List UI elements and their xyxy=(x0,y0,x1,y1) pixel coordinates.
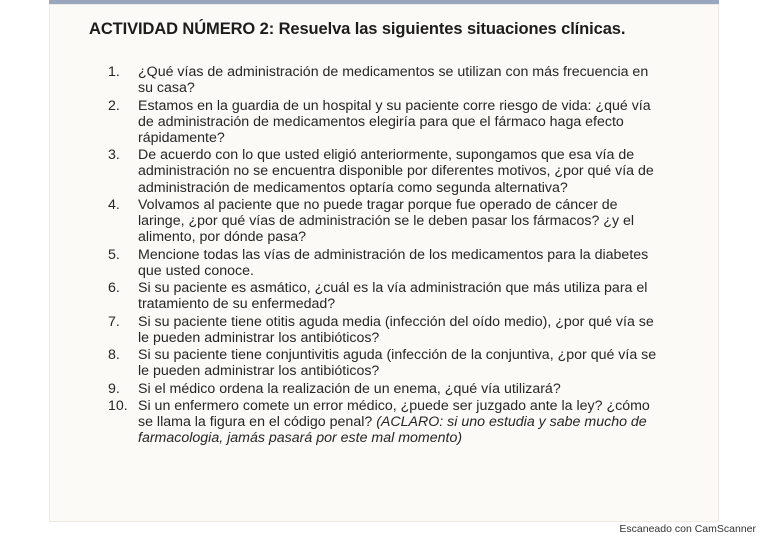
question-text: De acuerdo con lo que usted eligió anteriormente, supongamos que esa vía de administración no se encuentra disponible por diferentes motivos, ¿por qué vía de administración de medicamentos optaría como segunda alternativa? xyxy=(138,147,654,196)
question-number: 6. xyxy=(108,280,120,297)
question-text: Si su paciente es asmático, ¿cuál es la vía administración que más utiliza para el tratamiento de su enfermedad? xyxy=(138,280,648,313)
question-item-9 xyxy=(104,381,664,397)
question-text: Mencione todas las vías de administración de los medicamentos para la diabetes que usted conoce. xyxy=(138,246,649,279)
question-text: ¿Qué vías de administración de medicamentos se utilizan con más frecuencia en su casa? xyxy=(138,64,649,97)
question-item-1 xyxy=(104,64,664,96)
activity-title: ACTIVIDAD NÚMERO 2: Resuelva las siguientes situaciones clínicas. xyxy=(89,20,626,38)
question-item-4 xyxy=(104,197,664,246)
question-number: 9. xyxy=(108,380,120,397)
question-list xyxy=(104,64,664,448)
question-item-10 xyxy=(104,398,664,447)
question-number: 3. xyxy=(108,147,120,164)
question-number: 7. xyxy=(108,313,120,330)
question-number: 5. xyxy=(108,246,120,263)
question-item-2 xyxy=(104,98,664,147)
question-text: Volvamos al paciente que no puede tragar porque fue operado de cáncer de laringe, ¿por qué vías de administración se le deben pasar los fármacos? ¿y el alimento, por dónde pasa? xyxy=(138,196,635,246)
question-number: 1. xyxy=(108,64,120,80)
question-text: Si un enfermero comete un error médico, ¿puede ser juzgado ante la ley? ¿cómo se llama la figura en el código penal? xyxy=(138,397,650,431)
question-text: Si el médico ordena la realización de un enema, ¿qué vía utilizará? xyxy=(138,380,561,397)
question-text: Si su paciente tiene conjuntivitis aguda (infección de la conjuntiva, ¿por qué vía se le pueden administrar los antibióticos? xyxy=(138,347,657,380)
question-text: Si su paciente tiene otitis aguda media (infección del oído medio), ¿por qué vía se le pueden administrar los antibióticos? xyxy=(138,313,654,346)
question-number: 8. xyxy=(108,347,120,364)
question-number: 2. xyxy=(108,97,120,114)
question-item-3 xyxy=(104,147,664,196)
question-item-6 xyxy=(104,280,664,312)
question-number: 10. xyxy=(108,397,128,414)
question-text: Estamos en la guardia de un hospital y su paciente corre riesgo de vida: ¿qué vía de administración de medicamentos elegiría para que el fármaco haga efecto rápidamente? xyxy=(138,97,651,146)
question-item-8 xyxy=(104,347,664,379)
question-note: (ACLARO: si uno estudia y sabe mucho de farmacologia, jamás pasará por este mal momento) xyxy=(138,414,647,447)
question-item-5 xyxy=(104,247,664,279)
question-item-7 xyxy=(104,314,664,346)
camscanner-watermark: Escaneado con CamScanner xyxy=(619,523,756,535)
question-number: 4. xyxy=(108,196,120,213)
